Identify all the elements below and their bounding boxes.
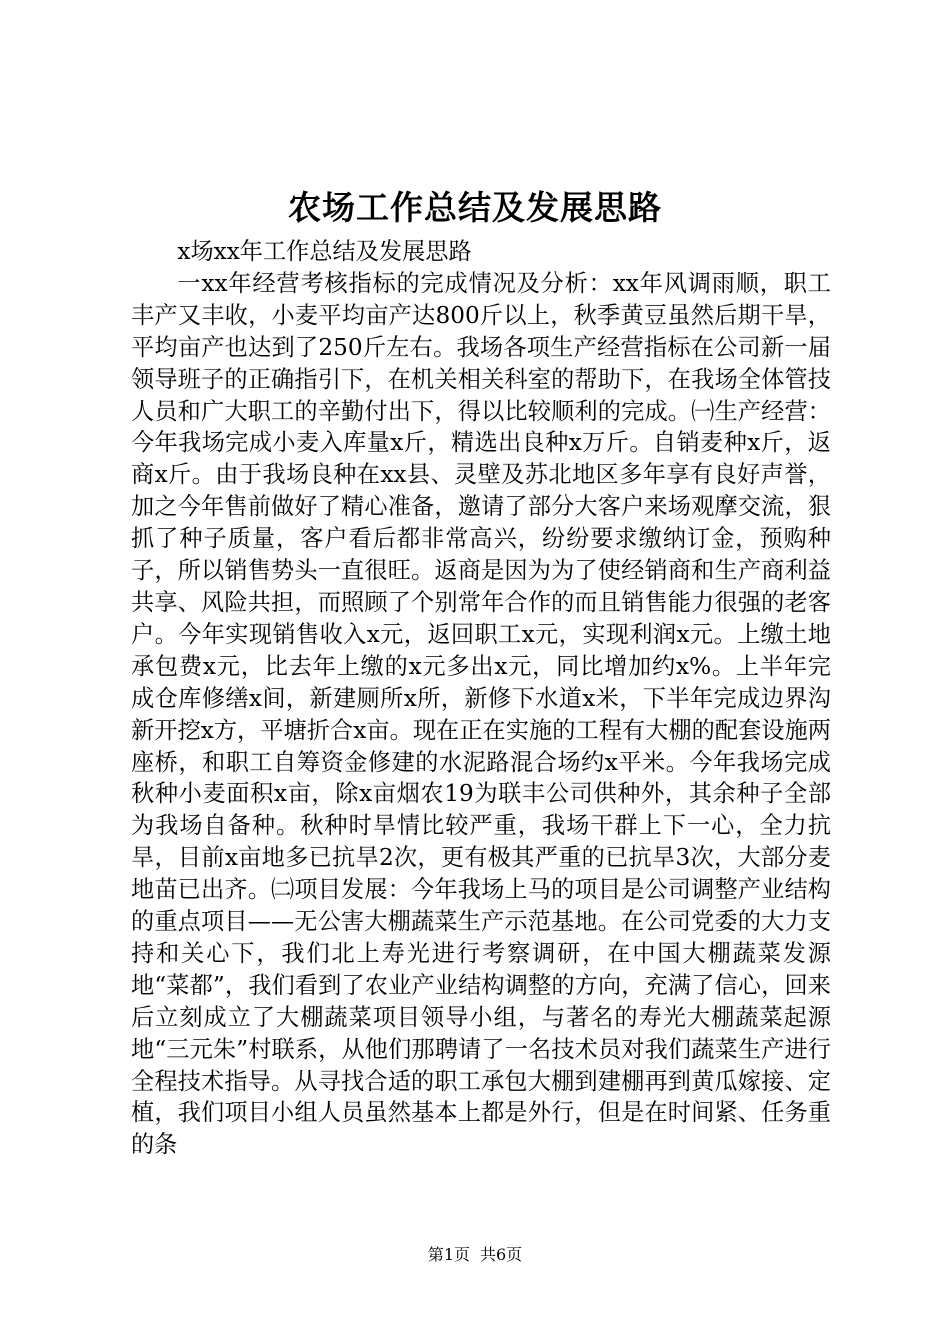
page-number: 第1页 <box>427 1245 470 1264</box>
page-footer <box>0 1243 950 1267</box>
paragraph-main: 一xx年经营考核指标的完成情况及分析：xx年风调雨顺，职工丰产又丰收，小麦平均亩产达800斤以上，秋季黄豆虽然后期干旱，平均亩产也达到了250斤左右。我场各项生产经营指标在公司新一届领导班子的正确指引下，在机关相关科室的帮助下，在我场全体管技人员和广大职工的辛勤付出下，得以比较顺利的完成。㈠生产经营：今年我场完成小麦入库量x斤，精选出良种x万斤。自销麦种x斤，返商x斤。由于我场良种在xx县、灵壁及苏北地区多年享有良好声誉，加之今年售前做好了精心准备，邀请了部分大客户来场观摩交流，狠抓了种子质量，客户看后都非常高兴，纷纷要求缴纳订金，预购种子，所以销售势头一直很旺。返商是因为为了使经销商和生产商利益共享、风险共担，而照顾了个别常年合作的而且销售能力很强的老客户。今年实现销售收入x元，返回职工x元，实现利润x元。上缴土地承包费x元，比去年上缴的x元多出x元，同比增加约x%。上半年完成仓库修缮x间，新建厕所x所，新修下水道x米，下半年完成边界沟新开挖x方，平塘折合x亩。现在正在实施的工程有大棚的配套设施两座桥，和职工自筹资金修建的水泥路混合场约x平米。今年我场完成秋种小麦面积x亩，除x亩烟农19为联丰公司供种外，其余种子全部为我场自备种。秋种时旱情比较严重，我场干群上下一心，全力抗旱，目前x亩地多已抗旱2次，更有极其严重的已抗旱3次，大部分麦地苗已出齐。㈡项目发展：今年我场上马的项目是公司调整产业结构的重点项目——无公害大棚蔬菜生产示范基地。在公司党委的大力支持和关心下，我们北上寿光进行考察调研，在中国大棚蔬菜发源地“菜都”，我们看到了农业产业结构调整的方向，充满了信心，回来后立刻成立了大棚蔬菜项目领导小组，与著名的寿光大棚蔬菜起源地“三元朱”村联系，从他们那聘请了一名技术员对我们蔬菜生产进行全程技术指导。从寻找合适的职工承包大棚到建棚再到黄瓜嫁接、定植，我们项目小组人员虽然基本上都是外行，但是在时间紧、任务重的条 <box>131 269 831 1159</box>
document-body <box>131 236 831 1161</box>
document-title: 农场工作总结及发展思路 <box>288 188 662 227</box>
paragraph-subtitle: x场xx年工作总结及发展思路 <box>177 238 472 265</box>
page-total: 共6页 <box>480 1245 523 1264</box>
